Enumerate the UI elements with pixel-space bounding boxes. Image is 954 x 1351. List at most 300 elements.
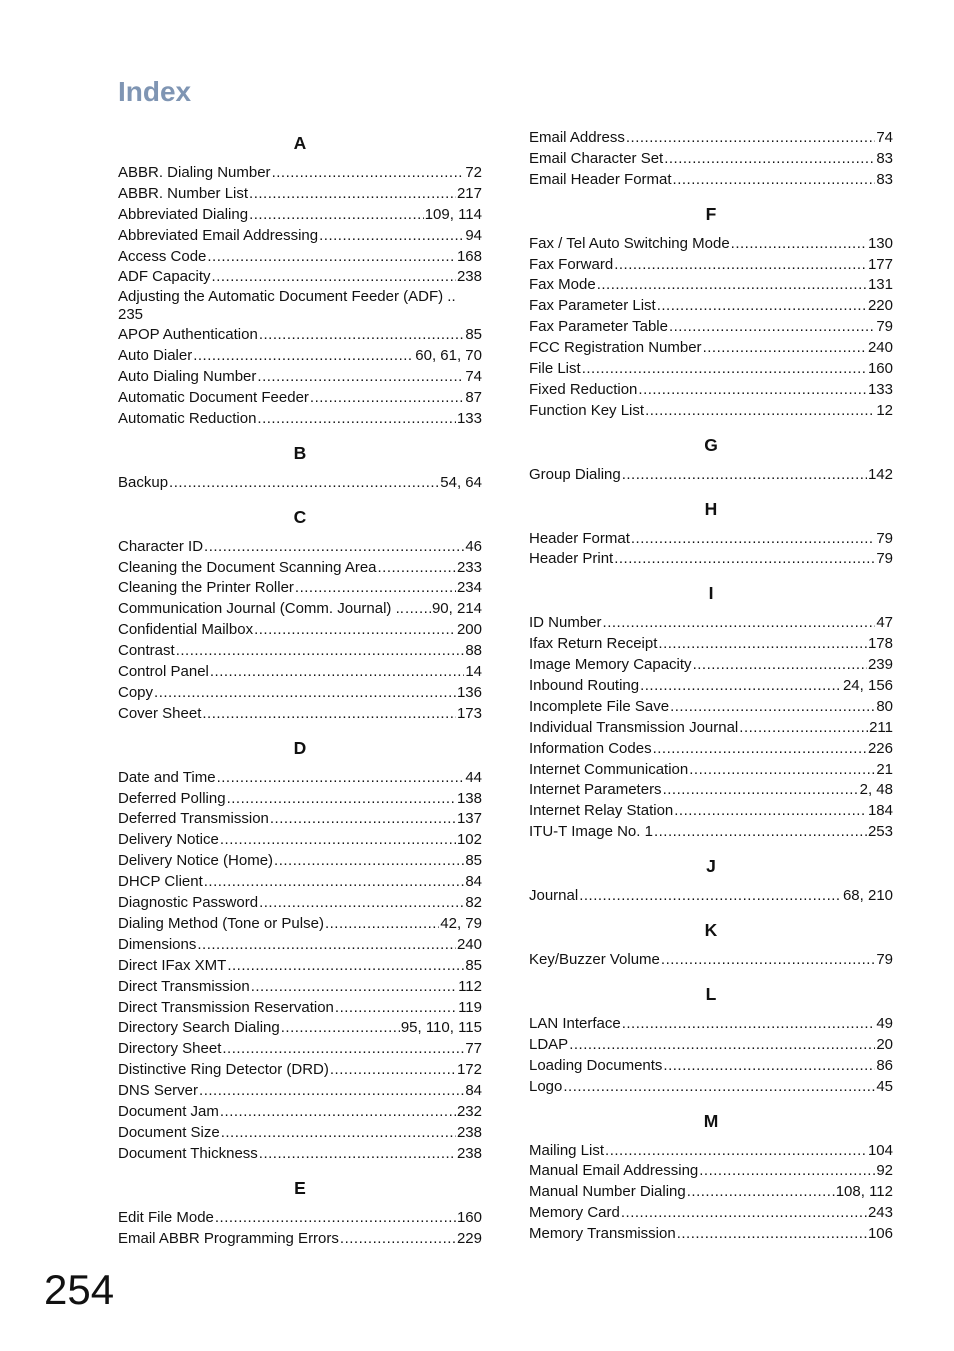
index-entry-pages: 85	[465, 326, 482, 344]
index-entry-pages: 234	[456, 579, 482, 597]
dot-leader	[664, 149, 875, 170]
index-entry	[529, 801, 893, 822]
index-entry-term: APOP Authentication	[118, 326, 258, 344]
index-entry	[118, 558, 482, 579]
index-entry	[529, 317, 893, 338]
index-entry-pages: 83	[876, 170, 893, 188]
index-entry-term: Cleaning the Document Scanning Area	[118, 558, 377, 576]
index-entry-pages: 232	[456, 1102, 482, 1120]
index-entry-pages: 79	[876, 951, 893, 969]
index-entry-term: Email ABBR Programming Errors	[118, 1229, 339, 1247]
index-entry	[118, 914, 482, 935]
index-entry	[118, 893, 482, 914]
index-entry	[118, 704, 482, 725]
dot-leader	[281, 1018, 400, 1039]
dot-leader	[210, 662, 464, 683]
dot-leader	[658, 634, 867, 655]
dot-leader	[661, 950, 875, 971]
index-entry	[529, 780, 893, 801]
index-entry-pages: 44	[465, 768, 482, 786]
index-entry-pages: 142	[867, 465, 893, 483]
index-entry-term: Manual Email Addressing	[529, 1162, 699, 1180]
index-entry-term: File List	[529, 360, 581, 378]
section-letter-heading: L	[705, 983, 717, 1004]
dot-leader	[325, 914, 439, 935]
index-entry-term: Email Character Set	[529, 149, 664, 167]
dot-leader	[597, 275, 867, 296]
index-entry-term: DNS Server	[118, 1082, 199, 1100]
index-entry-pages: 138	[456, 789, 482, 807]
index-entry-pages: 235	[118, 305, 144, 323]
index-entry-pages: 133	[867, 380, 893, 398]
dot-leader	[202, 704, 456, 725]
index-entry	[118, 683, 482, 704]
dot-leader	[603, 613, 876, 634]
index-entry-pages: 79	[876, 318, 893, 336]
index-entry-term: Group Dialing	[529, 465, 621, 483]
section-letter-heading: I	[708, 583, 714, 604]
index-entry	[118, 998, 482, 1019]
index-entry	[529, 760, 893, 781]
index-entry-term: Diagnostic Password	[118, 894, 259, 912]
index-entry-pages: 238	[456, 1123, 482, 1141]
index-entry	[529, 549, 893, 570]
dot-leader	[199, 1081, 464, 1102]
section-letter-heading: C	[293, 506, 307, 527]
index-entry-pages: 211	[869, 718, 893, 736]
index-column-left	[118, 128, 482, 1249]
index-entry-term: Direct Transmission	[118, 977, 250, 995]
index-entry-pages: 220	[867, 297, 893, 315]
index-entry	[118, 288, 482, 323]
index-entry-term: Fax Mode	[529, 276, 596, 294]
index-entry	[118, 325, 482, 346]
index-entry	[529, 380, 893, 401]
index-entry-term: Internet Relay Station	[529, 802, 674, 820]
dot-leader	[693, 655, 867, 676]
index-entry-term: Mailing List	[529, 1141, 605, 1159]
index-entry-term: DHCP Client	[118, 873, 203, 891]
dot-leader	[731, 234, 867, 255]
dot-leader	[272, 163, 465, 184]
dot-leader	[689, 760, 875, 781]
index-entry-pages: 109, 114	[424, 205, 482, 223]
index-entry-term: Delivery Notice	[118, 831, 219, 849]
dot-leader	[614, 255, 867, 276]
index-entry-term: Delivery Notice (Home)	[118, 852, 274, 870]
dot-leader	[699, 1161, 875, 1182]
index-entry	[529, 676, 893, 697]
index-entry-pages: 14	[465, 663, 482, 681]
index-entry	[118, 1229, 482, 1250]
dot-leader	[653, 739, 867, 760]
dot-leader	[657, 296, 867, 317]
dot-leader	[207, 247, 456, 268]
index-entry	[529, 1203, 893, 1224]
index-entry	[118, 537, 482, 558]
index-entry	[529, 1182, 893, 1203]
index-entry-pages: 92	[876, 1162, 893, 1180]
index-entry-pages: 200	[456, 621, 482, 639]
index-entry	[529, 822, 893, 843]
index-entry	[529, 296, 893, 317]
index-entry-pages: 233	[456, 558, 482, 576]
dot-leader	[645, 401, 875, 422]
index-entry-term: Abbreviated Dialing	[118, 205, 249, 223]
index-entry-pages: 106	[867, 1225, 893, 1243]
index-entry	[118, 1081, 482, 1102]
index-entry	[529, 275, 893, 296]
index-entry-pages: 238	[456, 1144, 482, 1162]
index-section	[529, 494, 893, 571]
dot-leader	[295, 578, 456, 599]
index-entry-pages: 226	[867, 739, 893, 757]
index-entry-pages: 74	[876, 129, 893, 146]
dot-leader	[582, 359, 867, 380]
index-entry	[529, 950, 893, 971]
index-entry	[118, 641, 482, 662]
index-entry-term: Automatic Reduction	[118, 409, 257, 427]
section-letter-heading: A	[293, 133, 307, 153]
index-entry-pages: 79	[876, 550, 893, 568]
index-entry	[529, 529, 893, 550]
index-entry-pages: 90, 214	[431, 600, 482, 618]
index-entry-term: LDAP	[529, 1035, 569, 1053]
dot-leader	[621, 1203, 867, 1224]
index-entry-pages: 243	[867, 1204, 893, 1222]
index-entry-term: Directory Sheet	[118, 1040, 222, 1058]
index-column-right	[529, 128, 893, 1245]
index-entry-term: Directory Search Dialing	[118, 1019, 280, 1037]
index-entry	[529, 1141, 893, 1162]
index-section	[529, 1106, 893, 1245]
section-letter-heading: E	[294, 1177, 306, 1198]
index-section	[118, 733, 482, 1165]
index-entry-term: LAN Interface	[529, 1014, 621, 1032]
index-entry-term: Document Thickness	[118, 1144, 258, 1162]
index-entry-term: Direct Transmission Reservation	[118, 998, 334, 1016]
index-entry-pages: 104	[867, 1141, 893, 1159]
index-entry-term: Communication Journal (Comm. Journal) ..	[118, 600, 404, 618]
index-entry-pages: 80	[876, 697, 893, 715]
section-letter-heading: M	[703, 1110, 719, 1131]
index-entry-term: Individual Transmission Journal	[529, 718, 739, 736]
index-entry	[529, 401, 893, 422]
dot-leader	[222, 1039, 464, 1060]
index-entry	[529, 149, 893, 170]
index-entry-term: Auto Dialer	[118, 347, 193, 365]
index-entry-pages: 133	[456, 409, 482, 427]
index-entry	[529, 718, 893, 739]
index-entry-term: Information Codes	[529, 739, 652, 757]
index-entry	[529, 1077, 893, 1098]
index-entry	[118, 409, 482, 430]
index-section	[118, 1173, 482, 1250]
dot-leader	[319, 226, 464, 247]
dot-leader	[204, 872, 465, 893]
dot-leader	[673, 170, 876, 191]
page-title: Index	[118, 76, 192, 107]
dot-leader	[217, 768, 465, 789]
index-entry-term: ITU-T Image No. 1	[529, 823, 653, 841]
index-entry	[118, 662, 482, 683]
dot-leader	[220, 1102, 456, 1123]
index-entry-pages: 85	[465, 852, 482, 870]
index-entry	[118, 872, 482, 893]
index-entry-term: Date and Time	[118, 768, 216, 786]
index-entry	[118, 184, 482, 205]
index-entry-pages: 112	[458, 977, 482, 995]
index-entry-term: Image Memory Capacity	[529, 656, 692, 674]
index-entry	[529, 170, 893, 191]
index-entry-term: Journal	[529, 887, 579, 905]
index-entry-term: Auto Dialing Number	[118, 368, 257, 386]
index-entry-pages: 86	[876, 1056, 893, 1074]
index-entry-term: Document Size	[118, 1123, 220, 1141]
index-entry-term: Inbound Routing	[529, 677, 640, 695]
dot-leader	[638, 380, 867, 401]
index-entry-term: Cleaning the Printer Roller	[118, 579, 294, 597]
index-entry	[118, 599, 482, 620]
index-entry-pages: 178	[867, 635, 893, 653]
dot-leader	[614, 549, 875, 570]
index-entry-pages: 177	[867, 255, 893, 273]
index-entry-pages: 137	[456, 810, 482, 828]
index-entry-term: Character ID	[118, 537, 204, 555]
index-entry-term: ADF Capacity	[118, 268, 211, 286]
dot-leader	[215, 1208, 456, 1229]
section-letter-heading: G	[704, 434, 718, 455]
index-entry-pages: 168	[456, 247, 482, 265]
index-entry	[529, 255, 893, 276]
index-entry-term: ABBR. Number List	[118, 184, 249, 202]
index-entry	[118, 977, 482, 998]
index-entry-term: Document Jam	[118, 1102, 219, 1120]
dot-leader	[254, 620, 456, 641]
index-section	[118, 502, 482, 725]
index-entry-pages: 60, 61, 70	[415, 347, 482, 365]
index-entry	[118, 1039, 482, 1060]
index-entry-pages: 74	[465, 368, 482, 386]
index-entry-pages: 130	[867, 234, 893, 252]
index-entry-term: Deferred Transmission	[118, 810, 269, 828]
index-section	[529, 578, 893, 843]
index-section	[529, 851, 893, 907]
index-entry-term: Confidential Mailbox	[118, 621, 254, 639]
dot-leader	[663, 780, 859, 801]
index-section	[118, 128, 482, 430]
dot-leader	[204, 537, 464, 558]
dot-leader	[739, 718, 868, 739]
index-entry	[118, 830, 482, 851]
index-entry-pages: 131	[867, 276, 893, 294]
index-entry-term: Backup	[118, 473, 169, 491]
index-entry	[529, 697, 893, 718]
index-entry-pages: 102	[456, 831, 482, 849]
index-entry-term: Control Panel	[118, 663, 209, 681]
index-entry-pages: 160	[456, 1208, 482, 1226]
dot-leader	[687, 1182, 835, 1203]
index-entry-pages: 54, 64	[440, 473, 482, 491]
dot-leader	[677, 1224, 867, 1245]
index-entry	[529, 613, 893, 634]
dot-leader	[703, 338, 867, 359]
index-entry-pages: 172	[456, 1061, 482, 1079]
index-entry-term: Fax / Tel Auto Switching Mode	[529, 234, 730, 252]
dot-leader	[221, 1123, 456, 1144]
index-entry-pages: 253	[867, 823, 893, 841]
index-entry-term: Fax Parameter List	[529, 297, 656, 315]
index-entry-pages: 47	[876, 614, 893, 632]
index-entry-pages: 45	[876, 1077, 893, 1095]
dot-leader	[257, 409, 456, 430]
index-entry-pages: 184	[867, 802, 893, 820]
index-entry	[118, 851, 482, 872]
index-entry	[529, 128, 893, 149]
index-entry	[118, 1060, 482, 1081]
index-entry-pages: 83	[876, 149, 893, 167]
dot-leader	[259, 893, 464, 914]
index-entry	[118, 809, 482, 830]
index-section	[529, 199, 893, 422]
dot-leader	[631, 529, 875, 550]
dot-leader	[257, 367, 464, 388]
dot-leader	[626, 128, 875, 149]
index-entry-pages: 239	[867, 656, 893, 674]
index-entry-term: Distinctive Ring Detector (DRD)	[118, 1061, 329, 1079]
index-entry	[529, 1035, 893, 1056]
index-entry-pages: 42, 79	[440, 914, 482, 932]
index-entry-pages: 84	[465, 873, 482, 891]
dot-leader	[274, 851, 464, 872]
index-entry-term: Fax Parameter Table	[529, 318, 668, 336]
index-entry-pages: 21	[876, 760, 893, 778]
index-entry-term: ABBR. Dialing Number	[118, 164, 271, 181]
index-entry-pages: 2, 48	[859, 781, 893, 799]
dot-leader	[569, 1035, 875, 1056]
index-entry-pages: 238	[456, 268, 482, 286]
index-entry	[118, 163, 482, 184]
index-entry	[118, 1144, 482, 1165]
index-entry-term: Adjusting the Automatic Document Feeder (ADF) ..	[118, 288, 456, 306]
dot-leader	[270, 809, 456, 830]
index-entry	[118, 247, 482, 268]
dot-leader	[197, 935, 456, 956]
index-entry-pages: 84	[465, 1082, 482, 1100]
dot-leader	[227, 956, 464, 977]
dot-leader	[169, 473, 439, 494]
index-entry-pages: 20	[876, 1035, 893, 1053]
index-entry-pages: 82	[465, 894, 482, 912]
index-entry	[529, 1056, 893, 1077]
dot-leader	[563, 1077, 875, 1098]
index-entry-term: Abbreviated Email Addressing	[118, 226, 319, 244]
dot-leader	[640, 676, 842, 697]
index-entry	[118, 1018, 482, 1039]
section-letter-heading: B	[293, 442, 307, 463]
index-entry	[118, 935, 482, 956]
index-entry	[529, 886, 893, 907]
section-letter-heading: K	[704, 920, 718, 941]
index-entry-pages: 68, 210	[842, 887, 893, 905]
index-entry	[118, 226, 482, 247]
dot-leader	[249, 184, 456, 205]
dot-leader	[251, 977, 457, 998]
index-entry	[118, 578, 482, 599]
index-entry-pages: 49	[876, 1014, 893, 1032]
index-entry-term: Ifax Return Receipt	[529, 635, 658, 653]
index-entry-term: Dimensions	[118, 935, 197, 953]
dot-leader	[335, 998, 457, 1019]
index-section	[118, 438, 482, 494]
dot-leader	[249, 205, 424, 226]
dot-leader	[330, 1060, 456, 1081]
index-section	[529, 979, 893, 1098]
index-entry-term: Header Format	[529, 529, 630, 547]
section-letter-heading: D	[293, 737, 307, 758]
dot-leader	[605, 1141, 867, 1162]
section-letter-heading: J	[706, 856, 716, 877]
index-entry	[118, 620, 482, 641]
index-entry-term: Incomplete File Save	[529, 697, 670, 715]
dot-leader	[176, 641, 465, 662]
index-entry	[118, 1123, 482, 1144]
dot-leader	[378, 558, 456, 579]
dot-leader	[579, 886, 842, 907]
index-entry-pages: 160	[867, 360, 893, 378]
index-entry	[529, 1161, 893, 1182]
index-entry-pages: 94	[465, 226, 482, 244]
dot-leader	[259, 1144, 456, 1165]
dot-leader	[154, 683, 456, 704]
index-entry-term: Direct IFax XMT	[118, 956, 227, 974]
index-entry-pages: 46	[465, 537, 482, 555]
dot-leader	[227, 789, 456, 810]
index-entry	[118, 956, 482, 977]
index-section	[529, 915, 893, 971]
index-entry-term: Dialing Method (Tone or Pulse)	[118, 914, 324, 932]
index-entry	[529, 465, 893, 486]
dot-leader	[405, 599, 431, 620]
section-letter-heading: H	[704, 498, 718, 519]
index-entry-term: Memory Card	[529, 1204, 620, 1222]
dot-leader	[669, 317, 875, 338]
index-entry	[118, 1208, 482, 1229]
index-entry	[529, 634, 893, 655]
index-entry	[529, 234, 893, 255]
index-entry-term: Access Code	[118, 247, 207, 265]
dot-leader	[674, 801, 867, 822]
dot-leader	[622, 465, 867, 486]
dot-leader	[310, 388, 464, 409]
index-entry-pages: 240	[867, 339, 893, 357]
dot-leader	[340, 1229, 456, 1250]
dot-leader	[220, 830, 456, 851]
index-entry-term: FCC Registration Number	[529, 339, 702, 357]
index-entry-term: Deferred Polling	[118, 789, 226, 807]
index-entry-term: Cover Sheet	[118, 704, 202, 722]
dot-leader	[212, 267, 456, 288]
index-entry-term: Edit File Mode	[118, 1208, 214, 1226]
index-entry	[529, 338, 893, 359]
index-entry	[118, 1102, 482, 1123]
index-entry-term: Header Print	[529, 550, 614, 568]
index-entry	[529, 359, 893, 380]
index-entry-term: ID Number	[529, 614, 602, 632]
index-entry	[529, 739, 893, 760]
index-entry	[118, 768, 482, 789]
index-entry-pages: 217	[456, 184, 482, 202]
